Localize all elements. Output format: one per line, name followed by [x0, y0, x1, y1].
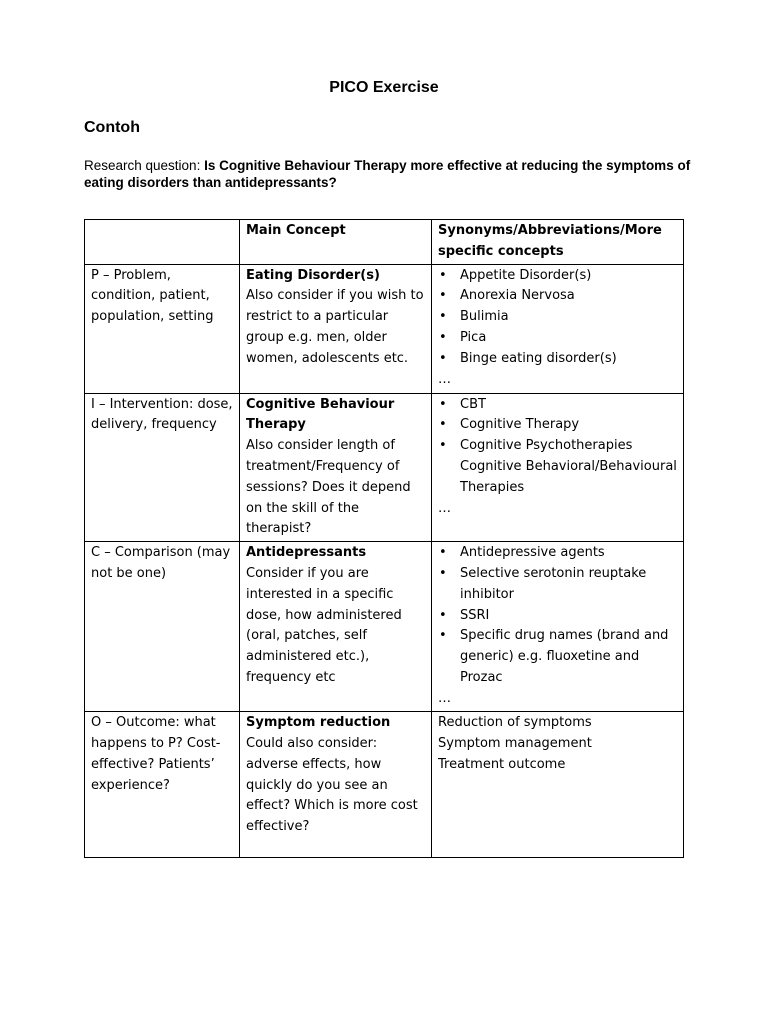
synonyms-cell — [432, 712, 684, 858]
synonyms-cell — [432, 393, 684, 542]
synonym-item: • Cognitive Therapy — [438, 415, 677, 436]
header-synonyms — [432, 220, 684, 265]
synonym-item: • Binge eating disorder(s) — [438, 349, 677, 370]
main-concept-note: Could also consider: adverse effects, how quickly do you see an effect? Which is more cost effective? — [246, 735, 418, 835]
table-row — [85, 542, 684, 712]
main-concept-term: Symptom reduction — [246, 715, 391, 731]
table-row — [85, 264, 684, 393]
synonyms-ellipsis: … — [438, 690, 451, 706]
research-question-text: Is Cognitive Behaviour Therapy more effective at reducing the symptoms of eating disorders than antidepressants? — [84, 158, 691, 190]
header-main-concept-label: Main Concept — [246, 223, 346, 238]
outcome-term: Reduction of symptoms — [438, 715, 592, 731]
outcome-term: Treatment outcome — [438, 756, 566, 772]
outcome-term: Symptom management — [438, 735, 592, 751]
synonym-item: • CBT — [438, 395, 677, 416]
header-cell-empty — [85, 220, 240, 265]
synonym-item: • Anorexia Nervosa — [438, 286, 677, 307]
synonyms-list — [438, 266, 677, 370]
row-label: I – Intervention: dose, delivery, frequency — [91, 396, 233, 433]
table-row — [85, 393, 684, 542]
row-label: C – Comparison (may not be one) — [91, 545, 231, 581]
page-title: PICO Exercise — [329, 79, 439, 96]
synonyms-list — [438, 543, 677, 689]
row-label-cell — [85, 712, 240, 858]
research-question-label: Research question: — [84, 158, 205, 173]
main-concept-note: Also consider if you wish to restrict to a particular group e.g. men, older women, adolescents etc. — [246, 288, 424, 366]
synonyms-cell — [432, 264, 684, 393]
main-concept-term: Antidepressants — [246, 545, 367, 561]
main-concept-note: Also consider length of treatment/Frequency of sessions? Does it depend on the skill of the therapist? — [246, 438, 411, 537]
synonyms-cell — [432, 542, 684, 712]
header-main-concept — [240, 220, 432, 265]
pico-table — [84, 219, 684, 858]
synonym-item: • Appetite Disorder(s) — [438, 266, 677, 287]
main-concept-cell — [240, 542, 432, 712]
synonyms-ellipsis: … — [438, 500, 451, 516]
research-question — [84, 157, 694, 191]
synonyms-list — [438, 395, 677, 457]
synonym-item: • Antidepressive agents — [438, 543, 677, 564]
synonym-item: • Bulimia — [438, 307, 677, 328]
main-concept-note: Consider if you are interested in a specific dose, how administered (oral, patches, self administered etc.), frequency etc — [246, 565, 402, 685]
main-concept-term: Eating Disorder(s) — [246, 267, 380, 283]
section-heading: Contoh — [84, 119, 140, 136]
main-concept-term: Cognitive Behaviour Therapy — [246, 396, 395, 433]
outcome-terms-list — [438, 713, 677, 775]
main-concept-cell — [240, 712, 432, 858]
row-label: P – Problem, condition, patient, population, setting — [91, 267, 214, 325]
table-header-row — [85, 220, 684, 265]
synonym-item: • SSRI — [438, 606, 677, 627]
header-synonyms-label: Synonyms/Abbreviations/More specific concepts — [438, 223, 662, 259]
synonym-continuation: Cognitive Behavioral/Behavioural Therapies — [460, 458, 677, 495]
row-label-cell — [85, 393, 240, 542]
synonyms-ellipsis: … — [438, 371, 451, 387]
table-row — [85, 712, 684, 858]
synonym-item: • Specific drug names (brand and generic) e.g. fluoxetine and Prozac — [438, 626, 677, 688]
row-label-cell — [85, 542, 240, 712]
synonym-item: • Cognitive Psychotherapies — [438, 436, 677, 457]
main-concept-cell — [240, 264, 432, 393]
synonym-item: • Pica — [438, 328, 677, 349]
main-concept-cell — [240, 393, 432, 542]
row-label-cell — [85, 264, 240, 393]
synonym-item: • Selective serotonin reuptake inhibitor — [438, 564, 677, 606]
row-label: O – Outcome: what happens to P? Cost-effective? Patients’ experience? — [91, 715, 221, 793]
